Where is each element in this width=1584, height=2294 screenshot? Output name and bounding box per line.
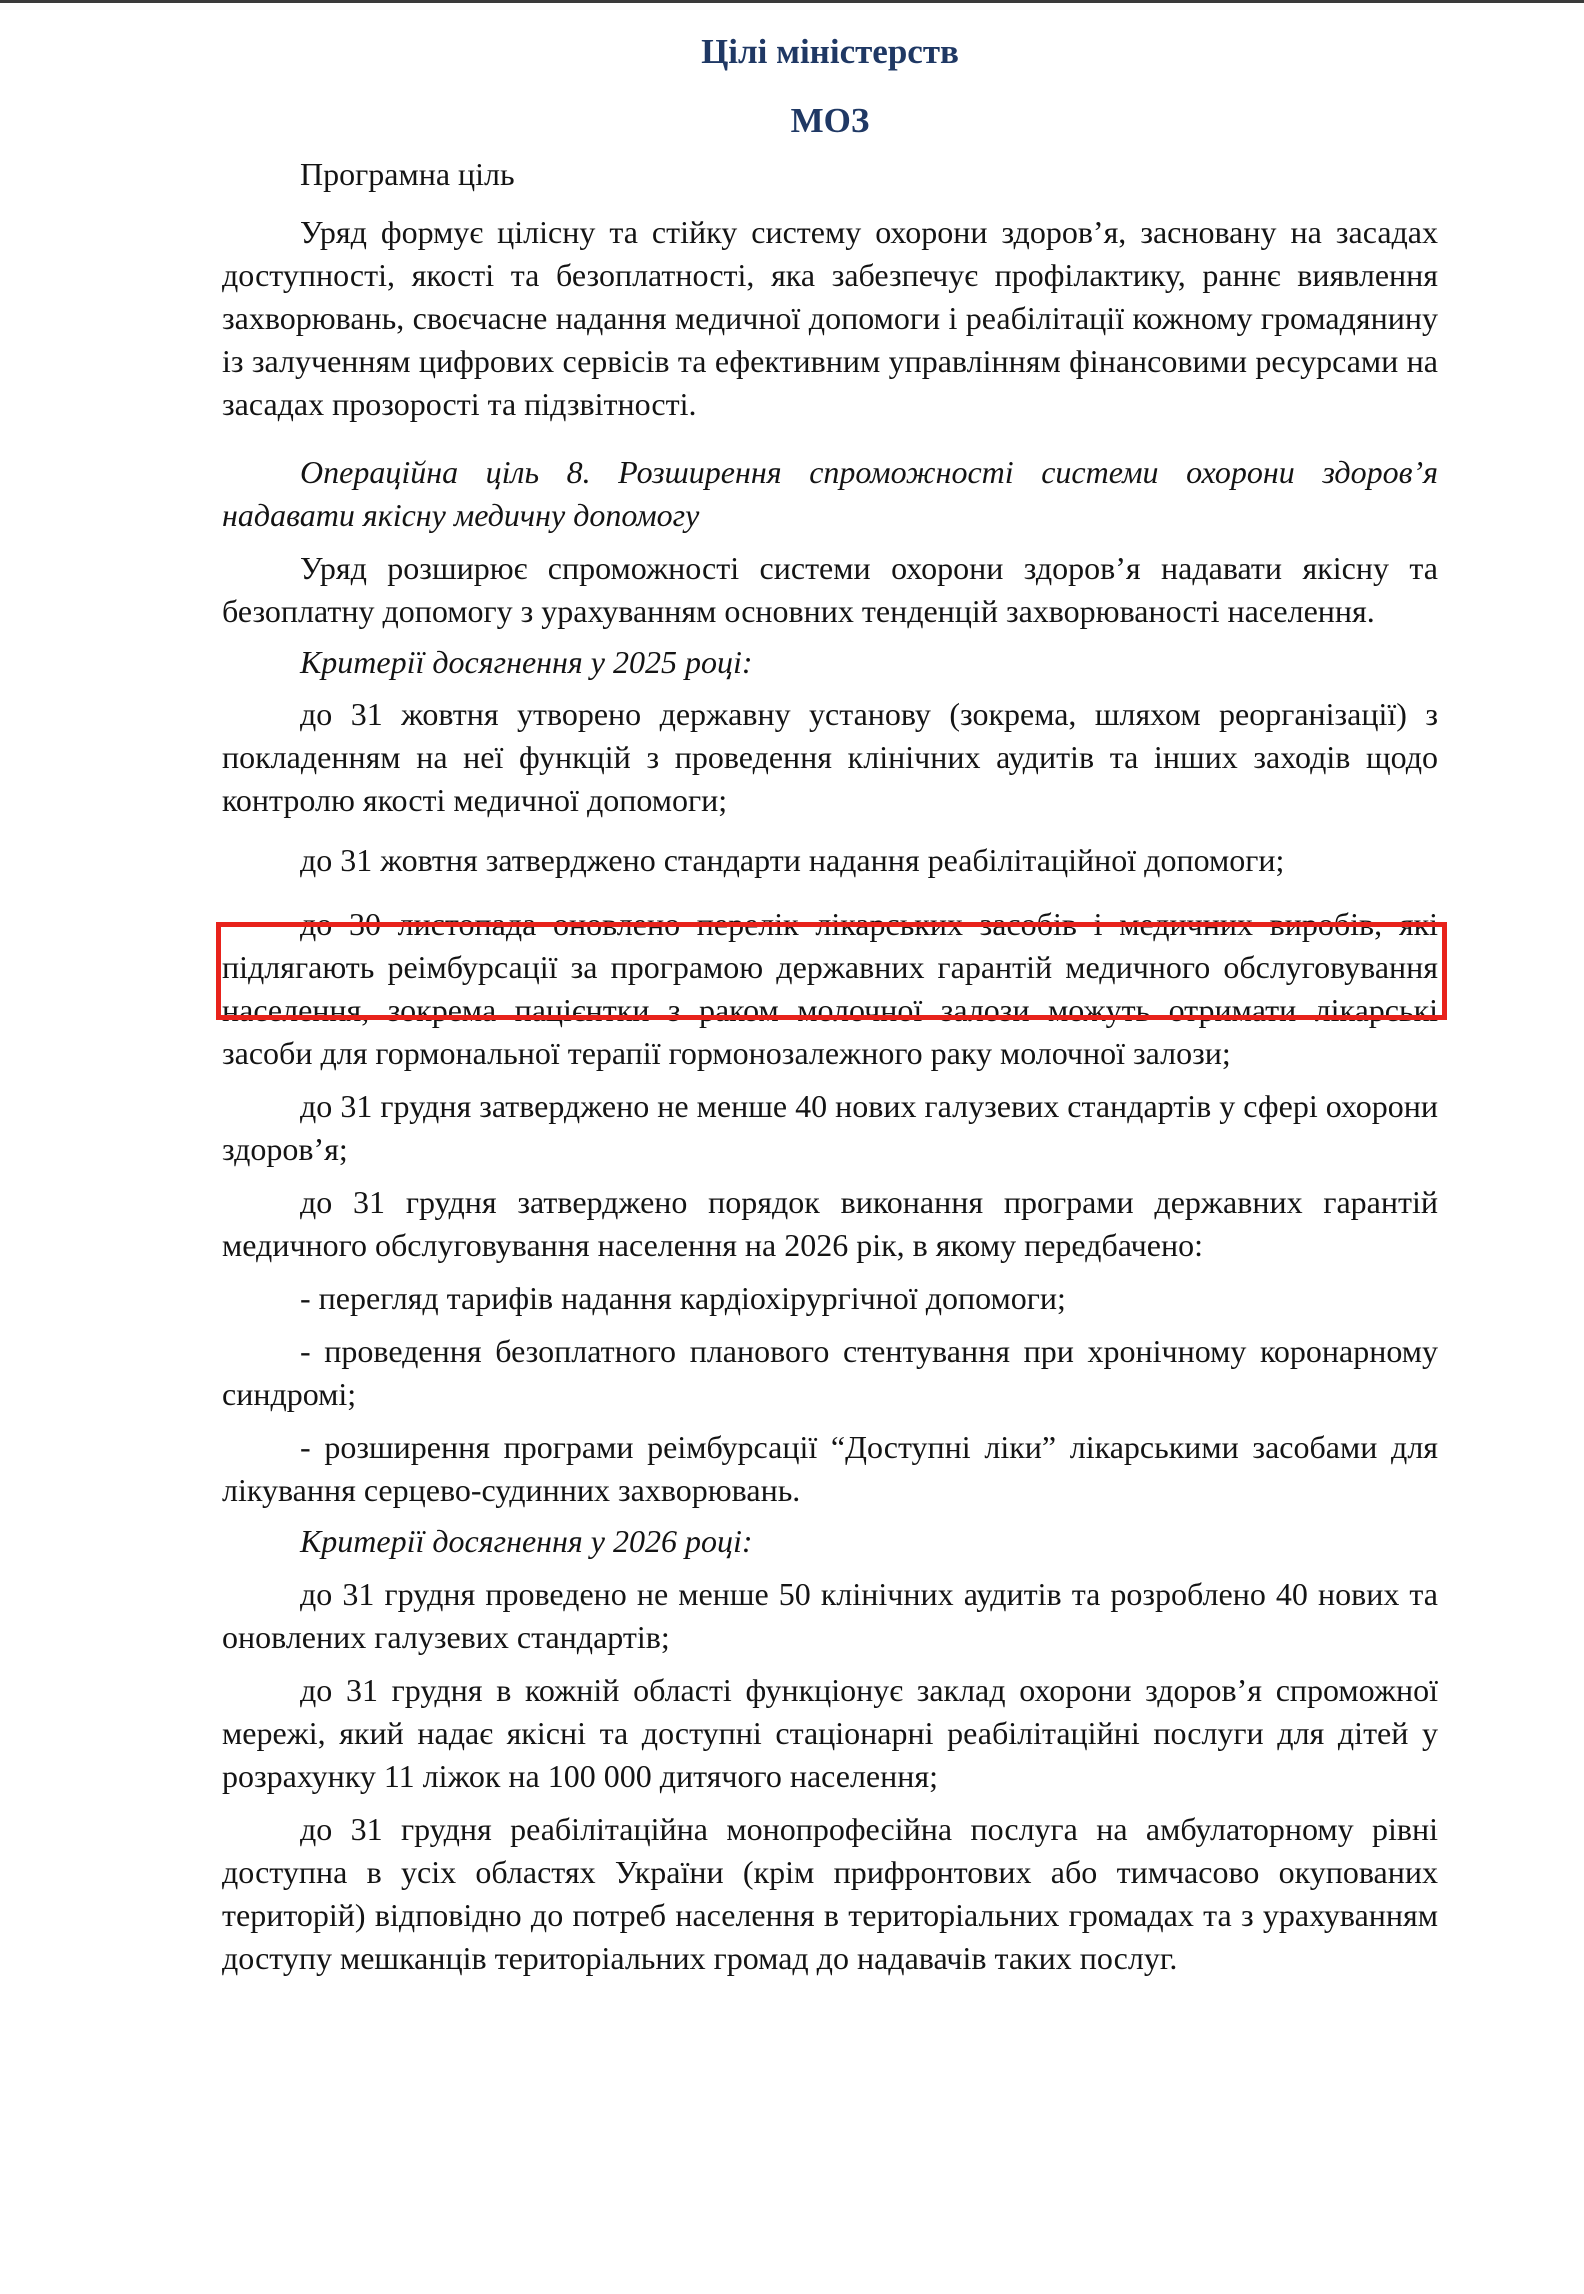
criteria-2025-subitem: - перегляд тарифів надання кардіохірургічної допомоги; (300, 1280, 1066, 1316)
criteria-2026-label: Критерії досягнення у 2026 році: (300, 1523, 753, 1559)
criteria-2026-item: до 31 грудня реабілітаційна монопрофесійна послуга на амбулаторному рівні доступна в усіх областях України (крім прифронтових або тимчасово окупованих територій) відповідно до потреб населення в територіальних громадах та з урахуванням доступу мешканців територіальних громад до надавачів таких послуг. (222, 1811, 1438, 1976)
criteria-2025-item-highlighted: до 31 жовтня затверджено стандарти надання реабілітаційної допомоги; (300, 842, 1285, 878)
ministry-heading: МОЗ (790, 101, 870, 140)
highlight-box (216, 922, 1447, 1020)
criteria-2025-item: до 31 жовтня утворено державну установу (зокрема, шляхом реорганізації) з покладенням на неї функцій з проведення клінічних аудитів та інших заходів щодо контролю якості медичної допомоги; (222, 696, 1438, 818)
document-title: Цілі міністерств (701, 32, 959, 71)
criteria-2025-item: до 30 листопада оновлено перелік лікарських засобів і медичних виробів, які підлягають реімбурсації за програмою державних гарантій медичного обслуговування населення, зокрема пацієнтки з раком молочної залози можуть отримати лікарські засоби для гормональної терапії гормонозалежного раку молочної залози; (222, 906, 1438, 1071)
criteria-2025-item: до 31 грудня затверджено порядок виконання програми державних гарантій медичного обслуговування населення на 2026 рік, в якому передбачено: (222, 1184, 1438, 1263)
program-goal-text: Уряд формує цілісну та стійку систему охорони здоров’я, засновану на засадах доступності, якості та безоплатності, яка забезпечує профілактику, раннє виявлення захворювань, своєчасне надання медичної допомоги і реабілітації кожному громадянину із залученням цифрових сервісів та ефективним управлінням фінансовими ресурсами на засадах прозорості та підзвітності. (222, 214, 1438, 422)
operational-goal-text: Уряд розширює спроможності системи охорони здоров’я надавати якісну та безоплатну допомогу з урахуванням основних тенденцій захворюваності населення. (222, 550, 1438, 629)
program-goal-label: Програмна ціль (300, 156, 515, 192)
criteria-2026-item: до 31 грудня проведено не менше 50 клінічних аудитів та розроблено 40 нових та оновлених галузевих стандартів; (222, 1576, 1438, 1655)
criteria-2025-label: Критерії досягнення у 2025 році: (300, 644, 753, 680)
operational-goal-title: Операційна ціль 8. Розширення спроможності системи охорони здоров’я надавати якісну медичну допомогу (222, 454, 1438, 533)
criteria-2025-subitem: - проведення безоплатного планового стентування при хронічному коронарному синдромі; (222, 1333, 1438, 1412)
criteria-2025-item: до 31 грудня затверджено не менше 40 нових галузевих стандартів у сфері охорони здоров’я; (222, 1088, 1438, 1167)
criteria-2025-subitem: - розширення програми реімбурсації “Доступні ліки” лікарськими засобами для лікування серцево-судинних захворювань. (222, 1429, 1438, 1508)
criteria-2026-item: до 31 грудня в кожній області функціонує заклад охорони здоров’я спроможної мережі, який надає якісні та доступні стаціонарні реабілітаційні послуги для дітей у розрахунку 11 ліжок на 100 000 дитячого населення; (222, 1672, 1438, 1794)
